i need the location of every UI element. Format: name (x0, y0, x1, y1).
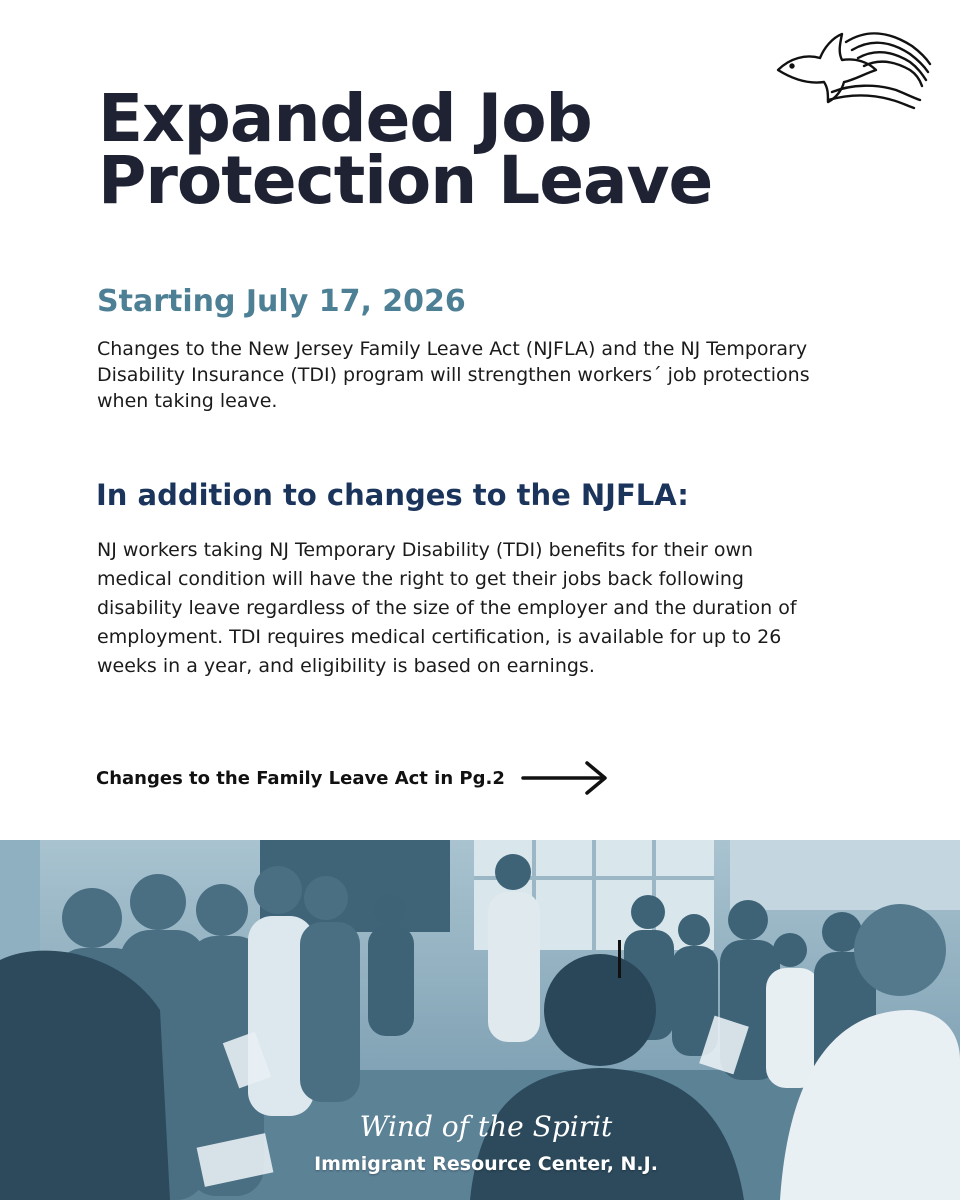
photo-caption-org: Immigrant Resource Center, N.J. (314, 1153, 658, 1175)
tdi-paragraph: NJ workers taking NJ Temporary Disability (TDI) benefits for their own medical condition will have the right to get their jobs back following disability leave regardless of the size of the employer and the duration of employment. TDI requires medical certification, is available for up to 26 weeks in a year, and eligibility is based on earnings. (97, 539, 797, 677)
group-photo (0, 840, 960, 1200)
intro-paragraph: Changes to the New Jersey Family Leave Act (NJFLA) and the NJ Temporary Disability Insurance (TDI) program will strengthen workers´ job protections when taking leave. (97, 338, 810, 412)
group-photo-illustration (0, 840, 960, 1200)
next-page-label: Changes to the Family Leave Act in Pg.2 (96, 767, 505, 789)
next-page-link[interactable] (96, 756, 609, 800)
photo-caption-script: Wind of the Spirit (359, 1110, 613, 1143)
section-subheading: In addition to changes to the NJFLA: (96, 478, 689, 512)
page-title: Expanded Job Protection Leave (98, 80, 713, 219)
arrow-right-icon (521, 758, 609, 798)
start-date-heading: Starting July 17, 2026 (97, 284, 466, 319)
